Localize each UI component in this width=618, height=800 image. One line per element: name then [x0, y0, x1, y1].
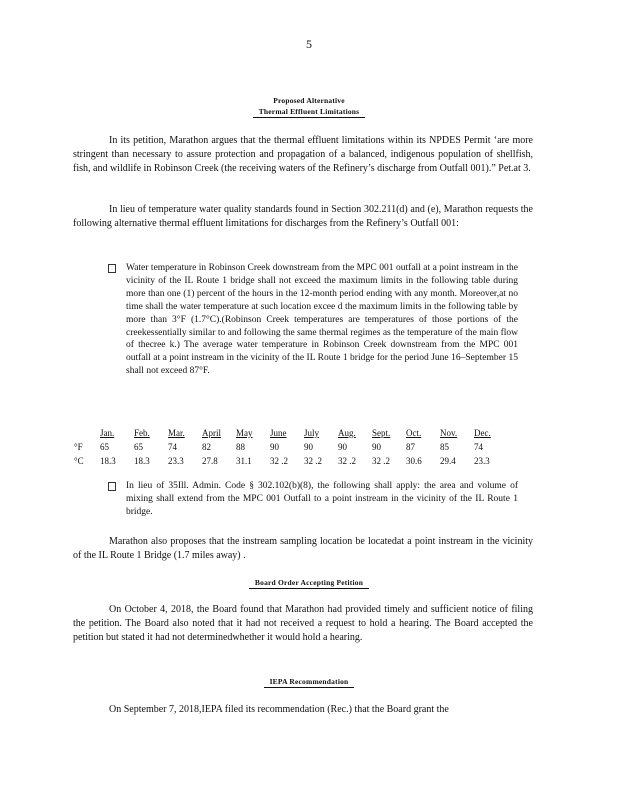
month-jun: June	[270, 428, 287, 438]
table-cell: 32 .2	[372, 456, 390, 466]
month-jul: July	[304, 428, 320, 438]
table-cell: 82	[202, 442, 211, 452]
bullet-mixing-text: In lieu of 35Ill. Admin. Code § 302.102(b)(8), the following shall apply: the area and volume of mixing shall extend from the MPC 001 Outfall to a point instream in the vicinity of the IL Route 1 bridge.	[126, 481, 518, 517]
table-cell: 32 .2	[270, 456, 288, 466]
table-cell: 85	[440, 442, 449, 452]
paragraph-sampling	[73, 535, 533, 563]
temperature-table	[74, 428, 508, 470]
heading-proposed-line2: Thermal Effluent Limitations	[253, 106, 366, 118]
table-cell: 23.3	[168, 456, 184, 466]
paragraph-iepa	[73, 703, 533, 717]
table-cell: 74	[474, 442, 483, 452]
bullet-temperature-text: Water temperature in Robinson Creek downstream from the MPC 001 outfall at a point instream in the vicinity of the IL Route 1 bridge shall not exceed the maximum limits in the following table during more than one (1) percent of the hours in the 12-month period ending with any month. Moreover,at no time shall the water temperature at such location excee d the maximum limits in the following table by more than 3°F (1.7°C).(Robinson Creek temperatures are temperatures of those portions of the creekessentially similar to and following the same thermal regimes as the temperature of the main flow of thecree k.) The average water temperature in Robinson Creek downstream from the MPC 001 outfall at a point instream in the vicinity of the IL Route 1 bridge for the period June 16–September 15 shall not exceed 87°F.	[126, 263, 518, 377]
paragraph-iepa-text: On September 7, 2018,IEPA filed its recommendation (Rec.) that the Board grant the	[109, 704, 449, 715]
month-feb: Feb.	[134, 428, 150, 438]
heading-proposed-line1: Proposed Alternative	[273, 96, 345, 105]
section-heading-proposed	[0, 95, 618, 118]
month-mar: Mar.	[168, 428, 185, 438]
table-row-fahrenheit	[74, 442, 508, 456]
month-sep: Sept.	[372, 428, 391, 438]
table-cell: 23.3	[474, 456, 490, 466]
month-jan: Jan.	[100, 428, 115, 438]
unit-label: °C	[74, 456, 84, 466]
table-cell: 88	[236, 442, 245, 452]
month-dec: Dec.	[474, 428, 491, 438]
paragraph-petition-text: In its petition, Marathon argues that the thermal effluent limitations within its NPDES Permit ‘are more stringent than necessary to assure protection and propagation of a balanced, indigenous population of shellfish, fish, and wildlife in Robinson Creek (the receiving waters of the Refinery’s discharge from Outfall 001).” Pet.at 3.	[73, 135, 533, 174]
heading-board-text: Board Order Accepting Petition	[249, 577, 369, 589]
heading-iepa-text: IEPA Recommendation	[264, 676, 355, 688]
month-apr: April	[202, 428, 221, 438]
paragraph-in-lieu-text: In lieu of temperature water quality standards found in Section 302.211(d) and (e), Marathon requests the following alternative thermal effluent limitations for discharges from the Refinery’s Outfall 001:	[73, 204, 533, 229]
section-heading-iepa	[0, 676, 618, 688]
table-cell: 74	[168, 442, 177, 452]
page-number: 5	[306, 37, 312, 51]
month-nov: Nov.	[440, 428, 458, 438]
unit-label: °F	[74, 442, 83, 452]
bullet-box-icon	[108, 482, 116, 491]
paragraph-petition	[73, 134, 533, 176]
table-cell: 90	[304, 442, 313, 452]
table-cell: 29.4	[440, 456, 456, 466]
table-cell: 90	[270, 442, 279, 452]
table-cell: 65	[134, 442, 143, 452]
bullet-box-icon	[108, 264, 116, 273]
table-cell: 65	[100, 442, 109, 452]
table-cell: 30.6	[406, 456, 422, 466]
month-oct: Oct.	[406, 428, 422, 438]
table-header-row	[74, 428, 508, 442]
table-cell: 32 .2	[304, 456, 322, 466]
table-row-celsius	[74, 456, 508, 470]
section-heading-board	[0, 577, 618, 589]
month-aug: Aug.	[338, 428, 356, 438]
table-cell: 31.1	[236, 456, 252, 466]
table-cell: 87	[406, 442, 415, 452]
paragraph-board	[73, 603, 533, 645]
table-cell: 18.3	[100, 456, 116, 466]
paragraph-in-lieu	[73, 203, 533, 231]
paragraph-board-text: On October 4, 2018, the Board found that Marathon had provided timely and sufficient notice of filing the petition. The Board also noted that it had not received a request to hold a hearing. The Board accepted the petition but stated it had not determinedwhether it would hold a hearing.	[73, 604, 533, 643]
table-cell: 27.8	[202, 456, 218, 466]
table-cell: 90	[372, 442, 381, 452]
table-cell: 90	[338, 442, 347, 452]
paragraph-sampling-text: Marathon also proposes that the instream sampling location be locatedat a point instream in the vicinity of the IL Route 1 Bridge (1.7 miles away) .	[73, 536, 533, 561]
table-cell: 18.3	[134, 456, 150, 466]
table-cell: 32 .2	[338, 456, 356, 466]
month-may: May	[236, 428, 253, 438]
